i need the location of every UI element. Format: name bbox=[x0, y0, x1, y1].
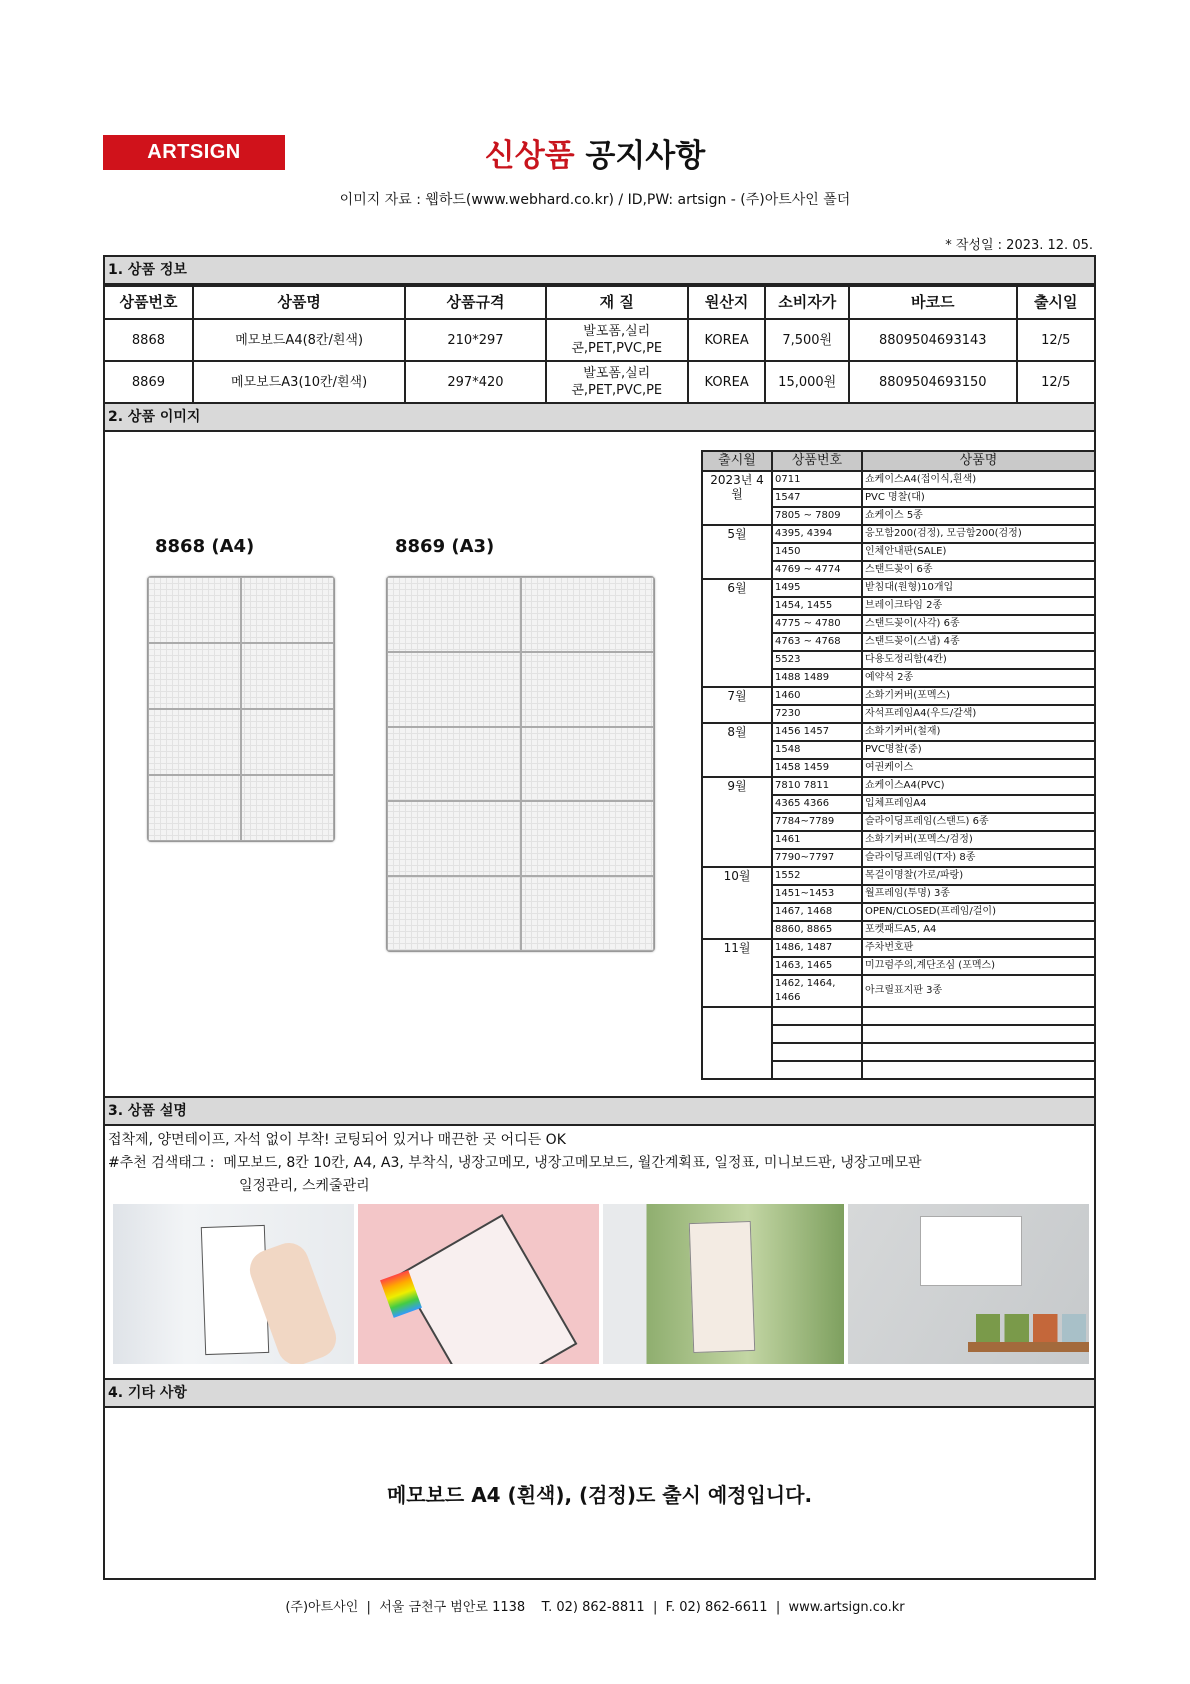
board-cell bbox=[521, 876, 655, 951]
release-name: 주차번호판 bbox=[862, 939, 1094, 957]
column-header: 소비자가 bbox=[765, 286, 849, 319]
table-cell: 8809504693150 bbox=[849, 361, 1016, 402]
a4-label: 8868 (A4) bbox=[155, 536, 255, 557]
release-name: 입체프레임A4 bbox=[862, 795, 1094, 813]
table-cell: 8868 bbox=[105, 319, 193, 361]
table-cell: KOREA bbox=[688, 361, 765, 402]
tag-label: #추천 검색태그 : bbox=[108, 1155, 215, 1171]
release-name: 아크릴표지판 3종 bbox=[862, 975, 1094, 1007]
memo-board-on-wall bbox=[920, 1216, 1022, 1286]
memo-board-a4-image bbox=[147, 576, 335, 842]
release-row bbox=[702, 867, 1094, 885]
cups bbox=[976, 1314, 1086, 1342]
release-code: 4763 ~ 4768 bbox=[772, 633, 862, 651]
release-code: 4769 ~ 4774 bbox=[772, 561, 862, 579]
description-line: 접착제, 양면테이프, 자석 없이 부착! 코팅되어 있거나 매끈한 곳 어디든 OK bbox=[108, 1132, 566, 1148]
release-code: 7810 7811 bbox=[772, 777, 862, 795]
release-name: PVC 명찰(대) bbox=[862, 489, 1094, 507]
column-header: 상품번호 bbox=[105, 286, 193, 319]
memo-board-a3-image bbox=[386, 576, 655, 952]
release-name: 쇼케이스 5종 bbox=[862, 507, 1094, 525]
photo-fridge bbox=[113, 1204, 354, 1364]
release-row bbox=[702, 525, 1094, 543]
photo-strip bbox=[105, 1198, 1094, 1378]
title-rest: 공지사항 bbox=[574, 138, 706, 174]
release-row bbox=[702, 687, 1094, 705]
table-cell: 210*297 bbox=[405, 319, 545, 361]
release-code: 1486, 1487 bbox=[772, 939, 862, 957]
table-cell: 8809504693143 bbox=[849, 319, 1016, 361]
board-images bbox=[105, 432, 701, 1096]
empty-cell bbox=[862, 1043, 1094, 1061]
table-cell: KOREA bbox=[688, 319, 765, 361]
release-code: 8860, 8865 bbox=[772, 921, 862, 939]
release-row bbox=[702, 723, 1094, 741]
release-code: 1451~1453 bbox=[772, 885, 862, 903]
section-1-header: 1. 상품 정보 bbox=[105, 257, 1094, 285]
release-month: 5월 bbox=[702, 525, 772, 579]
empty-row bbox=[702, 1007, 1094, 1025]
section-4-header: 4. 기타 사항 bbox=[105, 1378, 1094, 1408]
release-name: 여권케이스 bbox=[862, 759, 1094, 777]
table-cell: 발포폼,실리콘,PET,PVC,PE bbox=[546, 361, 688, 402]
release-name: OPEN/CLOSED(프레임/걸이) bbox=[862, 903, 1094, 921]
notice-frame bbox=[103, 255, 1096, 1580]
release-name: 다용도정리함(4칸) bbox=[862, 651, 1094, 669]
empty-cell bbox=[862, 1061, 1094, 1079]
written-date: * 작성일 : 2023. 12. 05. bbox=[945, 238, 1093, 253]
board-cell bbox=[241, 709, 334, 775]
a3-label: 8869 (A3) bbox=[395, 536, 495, 557]
table-row bbox=[105, 319, 1094, 361]
product-info-table bbox=[105, 285, 1094, 402]
board-cell bbox=[521, 727, 655, 802]
product-image-area bbox=[105, 432, 1094, 1096]
table-cell: 12/5 bbox=[1017, 319, 1095, 361]
column-header: 재 질 bbox=[546, 286, 688, 319]
column-header: 상품명 bbox=[193, 286, 405, 319]
release-row bbox=[702, 939, 1094, 957]
title-highlight: 신상품 bbox=[484, 138, 575, 174]
release-code: 1463, 1465 bbox=[772, 957, 862, 975]
table-cell: 발포폼,실리콘,PET,PVC,PE bbox=[546, 319, 688, 361]
section-4-body bbox=[105, 1408, 1094, 1578]
column-header: 출시월 bbox=[702, 451, 772, 471]
empty-cell bbox=[772, 1025, 862, 1043]
release-code: 1450 bbox=[772, 543, 862, 561]
column-header: 바코드 bbox=[849, 286, 1016, 319]
release-name: 슬라이딩프레임(스탠드) 6종 bbox=[862, 813, 1094, 831]
release-month: 2023년 4월 bbox=[702, 471, 772, 525]
memo-board-on-desk bbox=[399, 1214, 578, 1364]
column-header: 출시일 bbox=[1017, 286, 1095, 319]
table-cell: 12/5 bbox=[1017, 361, 1095, 402]
release-month: 8월 bbox=[702, 723, 772, 777]
board-cell bbox=[241, 775, 334, 841]
table-cell: 7,500원 bbox=[765, 319, 849, 361]
empty-cell bbox=[862, 1007, 1094, 1025]
release-month: 9월 bbox=[702, 777, 772, 867]
subtitle: 이미지 자료 : 웹하드(www.webhard.co.kr) / ID,PW: artsign - (주)아트사인 폴더 bbox=[339, 192, 851, 208]
release-code: 4365 4366 bbox=[772, 795, 862, 813]
table-cell: 15,000원 bbox=[765, 361, 849, 402]
release-row bbox=[702, 777, 1094, 795]
board-cell bbox=[521, 801, 655, 876]
release-code: 0711 bbox=[772, 471, 862, 489]
empty-cell bbox=[772, 1043, 862, 1061]
release-name: 목걸이명찰(가로/파랑) bbox=[862, 867, 1094, 885]
release-name: 스탠드꽂이 6종 bbox=[862, 561, 1094, 579]
release-code: 7784~7789 bbox=[772, 813, 862, 831]
memo-board-on-window bbox=[689, 1221, 755, 1353]
column-header: 상품명 bbox=[862, 451, 1094, 471]
photo-pink-desk bbox=[358, 1204, 599, 1364]
release-code: 5523 bbox=[772, 651, 862, 669]
release-name: 월프레임(투명) 3종 bbox=[862, 885, 1094, 903]
release-code: 1548 bbox=[772, 741, 862, 759]
description-block bbox=[105, 1126, 1094, 1198]
board-cell bbox=[148, 775, 241, 841]
photo-window bbox=[603, 1204, 844, 1364]
board-cell bbox=[521, 577, 655, 652]
release-month: 7월 bbox=[702, 687, 772, 723]
board-cell bbox=[148, 709, 241, 775]
release-name: 미끄럼주의,계단조심 (포멕스) bbox=[862, 957, 1094, 975]
release-code: 1488 1489 bbox=[772, 669, 862, 687]
release-code: 1552 bbox=[772, 867, 862, 885]
release-name: 쇼케이스A4(접이식,흰색) bbox=[862, 471, 1094, 489]
table-cell: 8869 bbox=[105, 361, 193, 402]
release-code: 1547 bbox=[772, 489, 862, 507]
release-name: 스탠드꽂이(스냅) 4종 bbox=[862, 633, 1094, 651]
empty-cell bbox=[862, 1025, 1094, 1043]
release-table-wrap bbox=[701, 432, 1094, 1096]
table-row bbox=[105, 361, 1094, 402]
release-name: 브레이크타임 2종 bbox=[862, 597, 1094, 615]
section-3-header: 3. 상품 설명 bbox=[105, 1096, 1094, 1126]
release-code: 7805 ~ 7809 bbox=[772, 507, 862, 525]
release-name: 스탠드꽂이(사각) 6종 bbox=[862, 615, 1094, 633]
release-month: 6월 bbox=[702, 579, 772, 687]
release-name: PVC명찰(중) bbox=[862, 741, 1094, 759]
release-row bbox=[702, 579, 1094, 597]
board-cell bbox=[387, 801, 521, 876]
release-row bbox=[702, 471, 1094, 489]
release-name: 포켓패드A5, A4 bbox=[862, 921, 1094, 939]
empty-cell bbox=[772, 1061, 862, 1079]
notice-message: 메모보드 A4 (흰색), (검정)도 출시 예정입니다. bbox=[386, 1482, 813, 1507]
release-code: 1495 bbox=[772, 579, 862, 597]
board-cell bbox=[241, 577, 334, 643]
header-row bbox=[105, 286, 1094, 319]
search-tags bbox=[108, 1152, 1091, 1175]
release-month: 11월 bbox=[702, 939, 772, 1007]
board-cell bbox=[148, 643, 241, 709]
release-name: 받침대(원형)10개입 bbox=[862, 579, 1094, 597]
board-cell bbox=[387, 577, 521, 652]
table-cell: 메모보드A4(8칸/흰색) bbox=[193, 319, 405, 361]
empty-month bbox=[702, 1007, 772, 1079]
release-code: 1461 bbox=[772, 831, 862, 849]
release-name: 쇼케이스A4(PVC) bbox=[862, 777, 1094, 795]
board-cell bbox=[387, 727, 521, 802]
board-cell bbox=[387, 652, 521, 727]
artsign-logo: ARTSIGN bbox=[103, 135, 285, 170]
release-name: 응모함200(검정), 모금함200(검정) bbox=[862, 525, 1094, 543]
release-name: 소화기커버(포멕스) bbox=[862, 687, 1094, 705]
table-cell: 297*420 bbox=[405, 361, 545, 402]
release-code: 1458 1459 bbox=[772, 759, 862, 777]
header-row bbox=[702, 451, 1094, 471]
release-name: 슬라이딩프레임(T자) 8종 bbox=[862, 849, 1094, 867]
release-code: 1462, 1464, 1466 bbox=[772, 975, 862, 1007]
release-name: 자석프레임A4(우드/갈색) bbox=[862, 705, 1094, 723]
page-title bbox=[0, 130, 1190, 175]
release-code: 1460 bbox=[772, 687, 862, 705]
board-cell bbox=[521, 652, 655, 727]
wood-shelf bbox=[968, 1342, 1089, 1352]
empty-cell bbox=[772, 1007, 862, 1025]
release-code: 1456 1457 bbox=[772, 723, 862, 741]
column-header: 원산지 bbox=[688, 286, 765, 319]
release-name: 소화기커버(포멕스/검정) bbox=[862, 831, 1094, 849]
tags-line-1: 메모보드, 8칸 10칸, A4, A3, 부착식, 냉장고메모, 냉장고메모보드, 월간계획표, 일정표, 미니보드판, 냉장고메모판 bbox=[223, 1155, 922, 1171]
footer-contact: (주)아트사인 | 서울 금천구 범안로 1138 T. 02) 862-8811 | F. 02) 862-6611 | www.artsign.co.kr bbox=[285, 1600, 905, 1615]
table-cell: 메모보드A3(10칸/흰색) bbox=[193, 361, 405, 402]
board-cell bbox=[148, 577, 241, 643]
tags-line-2: 일정관리, 스케줄관리 bbox=[239, 1178, 370, 1194]
release-name: 소화기커버(철재) bbox=[862, 723, 1094, 741]
release-schedule-table bbox=[701, 450, 1094, 1080]
section-2-header: 2. 상품 이미지 bbox=[105, 402, 1094, 432]
photo-wall-shelf bbox=[848, 1204, 1089, 1364]
release-month: 10월 bbox=[702, 867, 772, 939]
release-code: 4775 ~ 4780 bbox=[772, 615, 862, 633]
release-code: 1454, 1455 bbox=[772, 597, 862, 615]
release-code: 4395, 4394 bbox=[772, 525, 862, 543]
board-cell bbox=[387, 876, 521, 951]
release-code: 1467, 1468 bbox=[772, 903, 862, 921]
column-header: 상품번호 bbox=[772, 451, 862, 471]
board-cell bbox=[241, 643, 334, 709]
release-code: 7230 bbox=[772, 705, 862, 723]
column-header: 상품규격 bbox=[405, 286, 545, 319]
release-name: 예약석 2종 bbox=[862, 669, 1094, 687]
release-name: 인체안내판(SALE) bbox=[862, 543, 1094, 561]
release-code: 7790~7797 bbox=[772, 849, 862, 867]
